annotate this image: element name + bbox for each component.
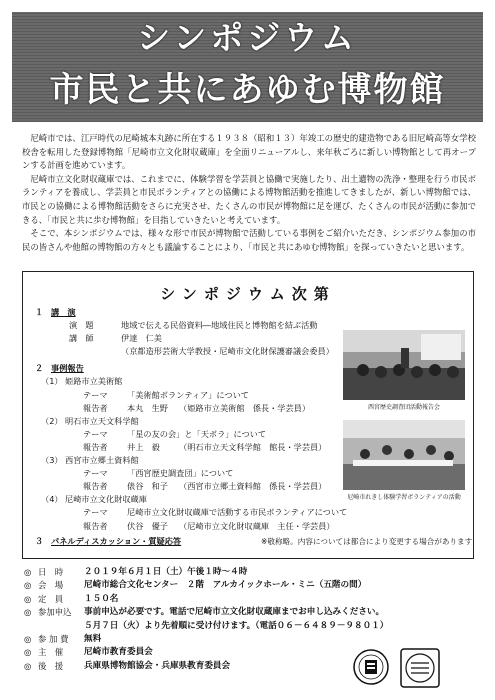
section-number: ２ bbox=[35, 363, 44, 374]
case-theme: 「美術館ボランティア」について bbox=[127, 389, 249, 400]
section-cases bbox=[29, 362, 359, 375]
info-label: 定 員 bbox=[38, 593, 64, 604]
reporter-label: 報告者 bbox=[83, 520, 108, 531]
program-title: シンポジウム次第 bbox=[160, 285, 336, 303]
info-row-application bbox=[22, 606, 462, 619]
case-theme: 「西宮歴史調査団」について bbox=[127, 468, 234, 479]
section-number: １ bbox=[35, 307, 44, 317]
section-label: 講 演 bbox=[51, 307, 76, 317]
photo-image bbox=[343, 330, 465, 400]
info-value: 無料 bbox=[84, 633, 102, 644]
lecture-title: 地域で伝える民俗資料―地域住民と博物館を結ぶ活動 bbox=[121, 320, 318, 331]
info-row-venue bbox=[22, 579, 462, 592]
reporter-name: 俵谷 和子 bbox=[127, 481, 168, 492]
info-row-support bbox=[22, 660, 462, 673]
section-label: 事例報告 bbox=[51, 363, 84, 374]
photo-image bbox=[343, 420, 465, 490]
theme-label: テーマ bbox=[83, 389, 108, 400]
info-label: 日 時 bbox=[38, 567, 64, 577]
info-row-date bbox=[22, 566, 462, 579]
intro-paragraph: そこで、本シンポジウムでは、様々な形で市民が博物館で活動している事例をご紹介いただき、シンポジウム参加の市民の皆さんや他館の博物館の方々とも議論することにより、「市民と共にあゆむ博物館」を探っていきたいと思います。 bbox=[22, 228, 476, 252]
case-theme-row bbox=[29, 389, 359, 402]
reporter-affiliation: （西宮市立郷土資料館 係長・学芸員） bbox=[179, 481, 327, 492]
lecturer-affiliation-row bbox=[29, 345, 359, 358]
info-value: ５月７日（火）より先着順に受け付けます。（電話０６－６４８９－９８０１） bbox=[84, 620, 389, 631]
case-number: （4） bbox=[41, 494, 63, 505]
museum-association-logo bbox=[352, 648, 390, 686]
banner-title: シンポジウム bbox=[137, 18, 358, 57]
info-label: 後 援 bbox=[38, 660, 64, 671]
info-row-application-cont bbox=[22, 620, 462, 633]
info-label: 参 加 費 bbox=[38, 633, 69, 644]
info-row-organizer bbox=[22, 646, 462, 659]
lecturer-label: 講 師 bbox=[69, 333, 94, 344]
reporter-name: 伏谷 優子 bbox=[127, 520, 168, 531]
intro-text bbox=[22, 132, 476, 254]
bullet-icon: ◎ bbox=[24, 660, 32, 671]
info-value: 尼崎市総合文化センター ２階 アルカイックホール・ミニ（五階の間） bbox=[84, 580, 367, 591]
lecturer-name: 伊達 仁美 bbox=[121, 333, 162, 344]
case-org-row bbox=[29, 493, 359, 506]
case-reporter-row bbox=[29, 441, 359, 454]
info-row-capacity bbox=[22, 593, 462, 606]
reporter-label: 報告者 bbox=[83, 481, 108, 492]
case-number: （3） bbox=[41, 455, 63, 466]
bullet-icon: ◎ bbox=[24, 593, 32, 604]
banner-subtitle: 市民と共にあゆむ博物館 bbox=[49, 70, 446, 110]
reporter-affiliation: （姫路市立美術館 係長・学芸員） bbox=[179, 402, 311, 413]
case-number: （2） bbox=[41, 415, 63, 426]
section-lecture bbox=[29, 306, 359, 319]
photo-history-research-group bbox=[343, 330, 465, 400]
bullet-icon: ◎ bbox=[24, 567, 32, 577]
lecturer-row bbox=[29, 332, 359, 345]
reporter-label: 報告者 bbox=[83, 441, 108, 452]
case-org-row bbox=[29, 415, 359, 428]
theme-label: テーマ bbox=[83, 428, 108, 439]
info-value: 兵庫県博物館協会・兵庫県教育委員会 bbox=[84, 660, 231, 671]
board-of-education-logo bbox=[400, 648, 440, 688]
case-theme-row bbox=[29, 467, 359, 480]
bullet-icon: ◎ bbox=[24, 580, 32, 591]
case-theme: 尼崎市立文化財収蔵庫で活動する市民ボランティアについて bbox=[127, 507, 348, 518]
case-reporter-row bbox=[29, 480, 359, 493]
reporter-name: 井上 毅 bbox=[127, 441, 160, 452]
case-theme-row bbox=[29, 506, 359, 519]
info-value: ２０１９年６月１日（土）午後１時～４時 bbox=[84, 567, 248, 577]
program-note: ※敬称略。内容については都合により変更する場合があります bbox=[261, 536, 473, 546]
lecture-title-label: 演 題 bbox=[69, 320, 94, 331]
case-org-row bbox=[29, 375, 359, 388]
case-organization: 西宮市立郷土資料館 bbox=[65, 455, 139, 466]
info-label: 会 場 bbox=[38, 580, 64, 591]
info-row-fee bbox=[22, 633, 462, 646]
case-reporter-row bbox=[29, 402, 359, 415]
theme-label: テーマ bbox=[83, 507, 108, 518]
info-value: 尼崎市教育委員会 bbox=[84, 647, 153, 658]
case-theme: 「星の友の会」と「天ボラ」について bbox=[127, 428, 267, 439]
case-organization: 姫路市立美術館 bbox=[65, 376, 123, 387]
info-value: 事前申込が必要です。電話で尼崎市立文化財収蔵庫までお申し込みください。 bbox=[84, 607, 385, 618]
photo-volunteer-activity bbox=[343, 420, 465, 490]
title-banner bbox=[12, 12, 483, 122]
lecturer-affiliation: （京都造形芸術大学教授・尼崎市文化財保護審議会委員） bbox=[121, 346, 334, 357]
case-org-row bbox=[29, 454, 359, 467]
case-theme-row bbox=[29, 428, 359, 441]
bullet-icon: ◎ bbox=[24, 607, 32, 618]
case-reporter-row bbox=[29, 520, 359, 533]
case-organization: 明石市立天文科学館 bbox=[65, 415, 139, 426]
section-panel bbox=[29, 535, 473, 548]
intro-paragraph: 尼崎市立文化財収蔵庫では、これまでに、体験学習を学芸員と協働で実施したり、出土遺物の洗浄・整理を行う市民ボランティアを養成し、学芸員と市民ボランティアとの協働による博物館活動を推進してきましたが、新しい博物館では、市民との協働による博物館活動をさらに充実させ、たくさんの市民が博物館に足を運び、たくさんの市民が活動に参加できる、「市民と共に歩む博物館」を目指していきたいと考えています。 bbox=[22, 173, 476, 225]
bullet-icon: ◎ bbox=[24, 633, 32, 644]
photo-caption: 尼崎市れきし体験学習ボランティアの活動 bbox=[347, 494, 461, 501]
event-info bbox=[22, 566, 462, 673]
bullet-icon: ◎ bbox=[24, 647, 32, 658]
reporter-label: 報告者 bbox=[83, 402, 108, 413]
reporter-affiliation: （明石市立天文科学館 館長・学芸員） bbox=[179, 441, 327, 452]
photo-caption: 西宮歴史調査団活動報告会 bbox=[367, 404, 440, 411]
reporter-affiliation: （尼崎市立文化財収蔵庫 主任・学芸員） bbox=[179, 520, 335, 531]
info-label: 主 催 bbox=[38, 647, 64, 658]
case-organization: 尼崎市立文化財収蔵庫 bbox=[65, 494, 147, 505]
reporter-name: 本丸 生野 bbox=[127, 402, 168, 413]
section-number: ３ bbox=[35, 535, 44, 546]
section-label: パネルディスカッション・質疑応答 bbox=[51, 535, 182, 546]
program-box bbox=[22, 271, 474, 559]
lecture-title-row bbox=[29, 319, 359, 332]
intro-paragraph: 尼崎市では、江戸時代の尼崎城本丸跡に所在する１９３８（昭和１３）年竣工の歴史的建造物である旧尼崎高等女学校校舎を転用した登録博物館「尼崎市立文化財収蔵庫」を全面リニューアルし、来年秋ごろに新しい博物館として再オープンする計画を進めています。 bbox=[22, 133, 476, 171]
info-value: １５０名 bbox=[84, 593, 119, 604]
info-label: 参加申込 bbox=[38, 607, 72, 618]
theme-label: テーマ bbox=[83, 468, 108, 479]
case-number: （1） bbox=[41, 376, 63, 387]
